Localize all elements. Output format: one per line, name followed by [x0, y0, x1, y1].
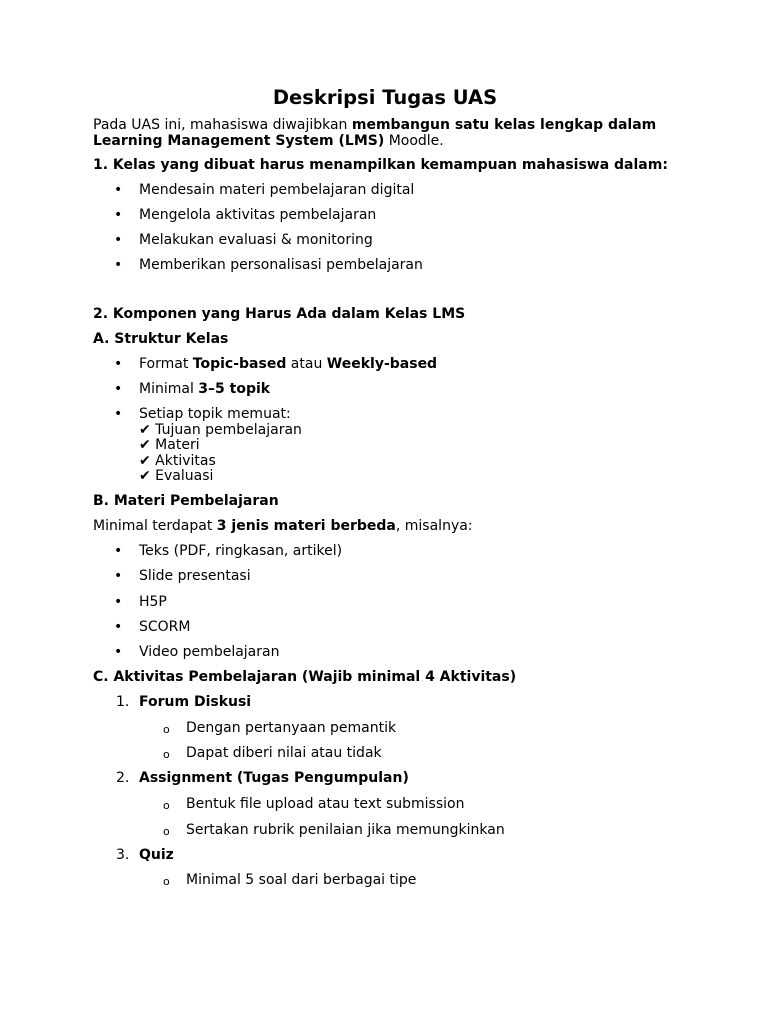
sub-item: o Minimal 5 soal dari berbagai tipe — [139, 873, 683, 889]
intro-text-end: Moodle. — [384, 132, 444, 149]
format-topic-based: Topic-based — [192, 356, 287, 372]
list-item: • Mendesain materi pembelajaran digital — [93, 183, 683, 199]
section-2-heading: 2. Komponen yang Harus Ada dalam Kelas LMS — [93, 305, 466, 322]
minimal-topics: 3–5 topik — [198, 381, 271, 397]
sub-item: o Dapat diberi nilai atau tidak — [139, 746, 683, 762]
list-item: • Slide presentasi — [93, 569, 683, 585]
checklist-item: ✔ Aktivitas — [139, 452, 216, 469]
activities-list — [93, 695, 683, 889]
list-item: • Video pembelajaran — [93, 645, 683, 661]
format-text: Format — [139, 356, 193, 372]
document-page — [93, 86, 683, 889]
list-item: • H5P — [93, 595, 683, 611]
checklist-label: • Setiap topik memuat: — [139, 406, 291, 422]
activity-number: 2. — [116, 770, 130, 787]
activity-sublist — [139, 721, 683, 762]
format-or: atau — [286, 356, 327, 372]
activity-item — [93, 771, 683, 838]
minimal-text: Minimal — [139, 381, 199, 397]
list-item: • SCORM — [93, 620, 683, 636]
checklist — [139, 407, 683, 485]
section-1-heading: 1. Kelas yang dibuat harus menampilkan kemampuan mahasiswa dalam: — [93, 157, 668, 173]
activity-sublist — [139, 797, 683, 838]
list-item: • Memberikan personalisasi pembelajaran — [93, 258, 683, 274]
list-item-format — [93, 357, 683, 373]
sub-item: o Sertakan rubrik penilaian jika memungkinkan — [139, 823, 683, 839]
intro-paragraph — [93, 118, 683, 149]
materials-intro-text: Minimal terdapat — [93, 518, 217, 534]
activity-item — [93, 695, 683, 762]
list-item: • Teks (PDF, ringkasan, artikel) — [93, 544, 683, 560]
activity-title: Assignment (Tugas Pengumpulan) — [139, 770, 409, 787]
materials-intro-emphasis: 3 jenis materi berbeda — [216, 518, 396, 534]
activity-item — [93, 848, 683, 889]
list-item: • Mengelola aktivitas pembelajaran — [93, 208, 683, 224]
page-title: Deskripsi Tugas UAS — [272, 86, 498, 109]
activity-title: Quiz — [139, 846, 174, 863]
checklist-item: ✔ Tujuan pembelajaran — [139, 421, 302, 438]
subsection-c-heading: C. Aktivitas Pembelajaran (Wajib minimal 4 Aktivitas) — [93, 668, 517, 685]
format-weekly-based: Weekly-based — [326, 356, 438, 372]
subsection-b-heading: B. Materi Pembelajaran — [93, 493, 279, 509]
list-item: • Melakukan evaluasi & monitoring — [93, 233, 683, 249]
checklist-item: ✔ Materi — [139, 437, 200, 453]
activity-number: 3. — [116, 846, 130, 863]
list-item-minimal — [93, 382, 683, 398]
checklist-item: ✔ Evaluasi — [139, 468, 214, 484]
section-1-list — [93, 183, 683, 274]
activity-sublist — [139, 873, 683, 889]
subsection-a-heading: A. Struktur Kelas — [93, 331, 229, 347]
sub-item: o Dengan pertanyaan pemantik — [139, 721, 683, 737]
list-item-topic-contents — [93, 407, 683, 485]
materials-list — [93, 544, 683, 660]
activity-number: 1. — [116, 693, 130, 710]
activity-title: Forum Diskusi — [139, 693, 252, 710]
intro-text: Pada UAS ini, mahasiswa diwajibkan — [93, 117, 352, 133]
structure-list — [93, 357, 683, 485]
sub-item: o Bentuk file upload atau text submission — [139, 797, 683, 813]
intro-emphasis: membangun satu kelas lengkap dalam Learning Management System (LMS) — [93, 117, 657, 149]
materials-intro-end: , misalnya: — [395, 518, 473, 534]
materials-intro — [93, 519, 683, 535]
